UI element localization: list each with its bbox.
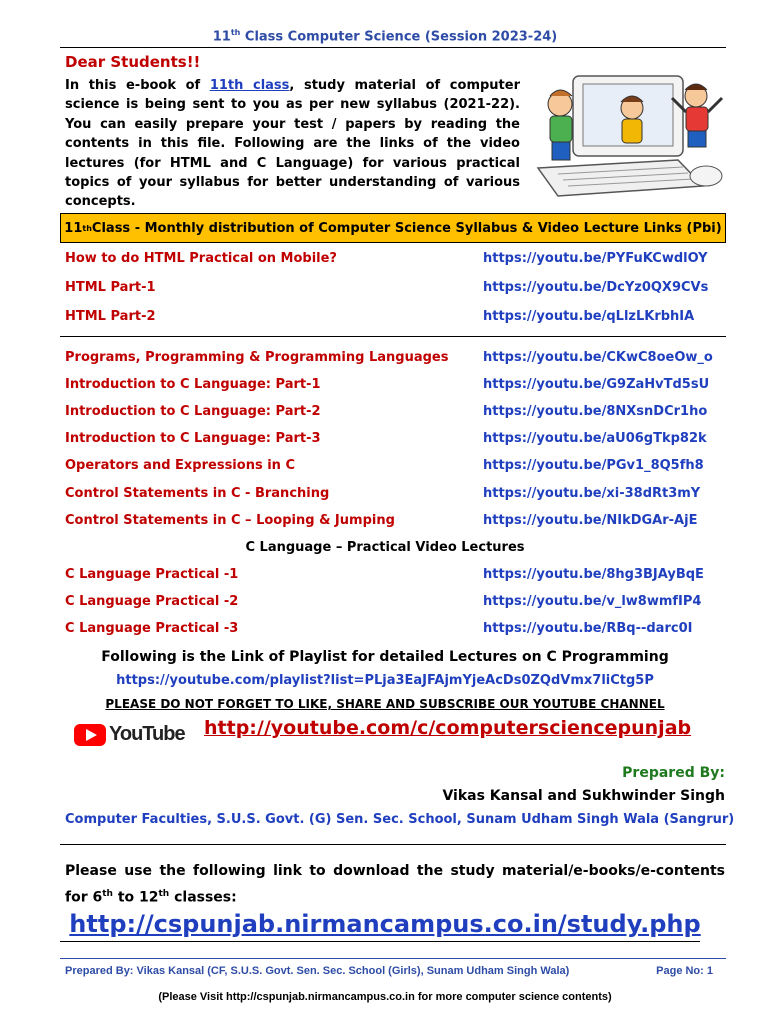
lecture-link[interactable]: https://youtu.be/v_lw8wmfIP4 [483, 594, 702, 609]
download-note [65, 860, 725, 910]
authors: Vikas Kansal and Sukhwinder Singh [442, 788, 725, 804]
lecture-link[interactable]: https://youtu.be/qLlzLKrbhIA [483, 309, 695, 324]
playlist-heading: Following is the Link of Playlist for detailed Lectures on C Programming [101, 649, 669, 665]
lecture-link[interactable]: https://youtu.be/RBq--darc0I [483, 621, 693, 636]
footer-visit-note: (Please Visit http://cspunjab.nirmancampus.co.in for more computer science contents) [158, 991, 612, 1003]
list-item [65, 280, 730, 302]
list-item [65, 431, 730, 453]
band-rest: Class - Monthly distribution of Computer Science Syllabus & Video Lecture Links (Pbi) [91, 220, 722, 236]
intro-paragraph [65, 76, 520, 212]
lecture-link[interactable]: https://youtu.be/8hg3BJAyBqE [483, 567, 704, 582]
lecture-link[interactable]: https://youtu.be/PYFuKCwdlOY [483, 251, 708, 266]
subscribe-note: PLEASE DO NOT FORGET TO LIKE, SHARE AND SUBSCRIBE OUR YOUTUBE CHANNEL [105, 697, 665, 711]
lecture-link[interactable]: https://youtu.be/aU06gTkp82k [483, 431, 707, 446]
list-item [65, 486, 730, 508]
lecture-title: HTML Part-1 [65, 280, 156, 295]
download-note-sup2: th [158, 889, 170, 899]
lecture-title: C Language Practical -1 [65, 567, 239, 582]
section-divider [60, 336, 726, 337]
page-number: Page No: 1 [656, 965, 713, 977]
lecture-title: Control Statements in C - Branching [65, 486, 330, 501]
list-item [65, 594, 730, 616]
intro-before: In this e-book of [65, 78, 210, 93]
section-divider [60, 941, 700, 942]
band-sup: th [82, 223, 92, 233]
header-sup: th [230, 28, 241, 37]
list-item [65, 404, 730, 426]
lecture-link[interactable]: https://youtu.be/PGv1_8Q5fh8 [483, 458, 704, 473]
list-item [65, 377, 730, 399]
channel-link[interactable]: http://youtube.com/c/computersciencepunjab [204, 717, 692, 739]
download-note-c: classes: [169, 889, 237, 906]
intro-class-link[interactable]: 11th class [209, 78, 290, 93]
list-item [65, 350, 730, 372]
download-note-a: Please use the following link to download the study material/e-books/e-contents for 6 [65, 863, 725, 906]
footer-prepared-by: Prepared By: Vikas Kansal (CF, S.U.S. Govt. Sen. Sec. School (Girls), Sunam Udham Singh Wala) [65, 965, 570, 977]
list-item [65, 621, 730, 643]
list-item [65, 513, 730, 535]
intro-after: , study material of computer science is being sent to you as per new syllabus (2021-22). You can easily prepare your test / papers by reading the contents in this file. Following are the links of the video lectures (for HTML and C Language) for various practical topics of your syllabus for better understanding of various concepts. [65, 78, 520, 210]
list-item [65, 567, 730, 589]
lecture-title: C Language Practical -3 [65, 621, 239, 636]
list-item [65, 309, 730, 331]
prepared-by-label: Prepared By: [622, 765, 725, 781]
lecture-title: Introduction to C Language: Part-1 [65, 377, 321, 392]
faculty-line: Computer Faculties, S.U.S. Govt. (G) Sen. Sec. School, Sunam Udham Singh Wala (Sangrur) [65, 812, 735, 827]
header-prefix: 11 [212, 29, 231, 45]
lecture-link[interactable]: https://youtu.be/CKwC8oeOw_o [483, 350, 713, 365]
lecture-title: Operators and Expressions in C [65, 458, 295, 473]
footer-rule [60, 958, 726, 959]
syllabus-band [60, 213, 726, 243]
lecture-link[interactable]: https://youtu.be/xi-38dRt3mY [483, 486, 701, 501]
study-link[interactable]: http://cspunjab.nirmancampus.co.in/study.php [69, 910, 701, 938]
header-rest: Class Computer Science (Session 2023-24) [240, 29, 558, 45]
kids-computer-illustration [528, 68, 728, 200]
lecture-title: How to do HTML Practical on Mobile? [65, 251, 337, 266]
greeting: Dear Students!! [65, 53, 201, 71]
lecture-title: Introduction to C Language: Part-3 [65, 431, 321, 446]
download-note-sup1: th [102, 889, 113, 899]
page-header [0, 28, 770, 44]
lecture-title: HTML Part-2 [65, 309, 156, 324]
playlist-link[interactable]: https://youtube.com/playlist?list=PLja3EaJFAjmYjeAcDs0ZQdVmx7liCtg5P [116, 673, 654, 688]
youtube-logo [74, 722, 185, 748]
list-item [65, 458, 730, 480]
lecture-link[interactable]: https://youtu.be/G9ZaHvTd5sU [483, 377, 710, 392]
lecture-title: C Language Practical -2 [65, 594, 239, 609]
section-divider [60, 844, 726, 845]
lecture-title: Programs, Programming & Programming Languages [65, 350, 449, 365]
lecture-link[interactable]: https://youtu.be/DcYz0QX9CVs [483, 280, 709, 295]
practical-heading: C Language – Practical Video Lectures [245, 540, 525, 555]
band-prefix: 11 [64, 220, 83, 236]
lecture-link[interactable]: https://youtu.be/NIkDGAr-AjE [483, 513, 698, 528]
lecture-link[interactable]: https://youtu.be/8NXsnDCr1ho [483, 404, 708, 419]
youtube-logo-text: YouTube [109, 723, 185, 745]
download-note-b: to 12 [112, 889, 159, 906]
lecture-title: Control Statements in C – Looping & Jumping [65, 513, 395, 528]
lecture-title: Introduction to C Language: Part-2 [65, 404, 321, 419]
list-item [65, 251, 730, 273]
header-rule [60, 47, 726, 48]
